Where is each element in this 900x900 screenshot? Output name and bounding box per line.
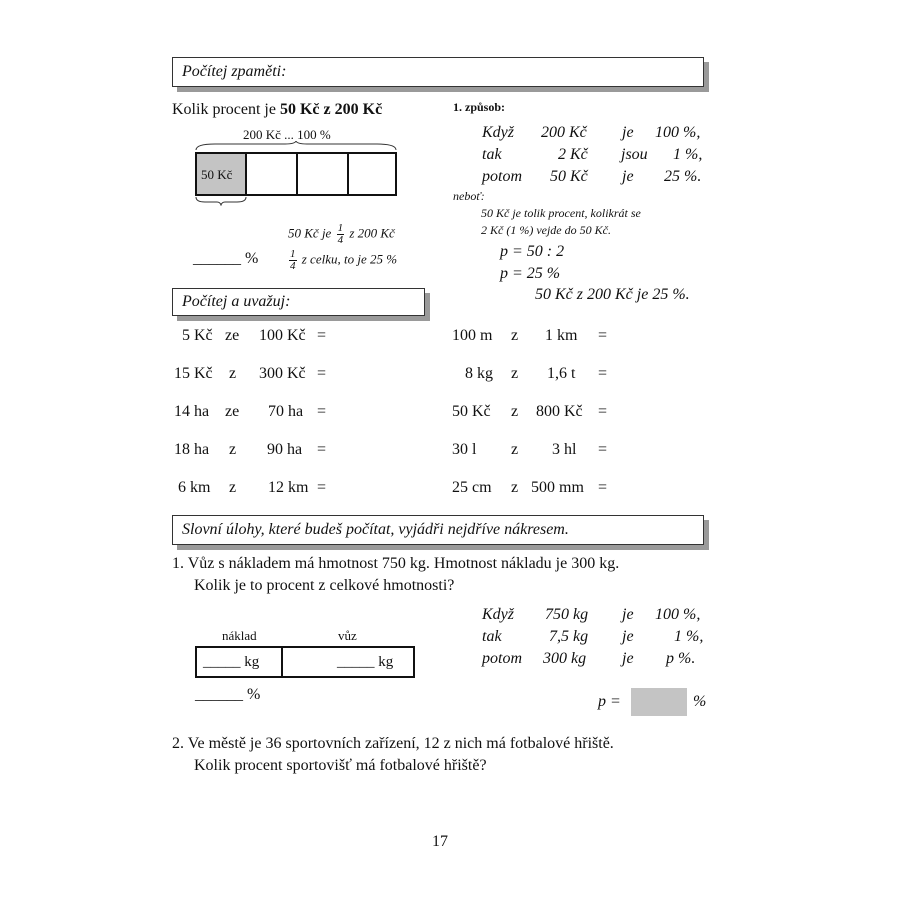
bar-label-naklad: náklad (222, 628, 257, 643)
method-eq-2: p = 25 % (500, 265, 561, 282)
blank-percent: ______ % (195, 686, 261, 703)
percent-bar (195, 152, 397, 196)
section-header-text: Slovní úlohy, které budeš počítat, vyjádři nejdříve nákresem. (182, 521, 569, 538)
task1-line2: Kolik je to procent z celkové hmotnosti? (194, 577, 455, 594)
section-header-think (172, 288, 425, 316)
bar-cell (247, 154, 298, 194)
bar-cell-label: _____ kg (337, 654, 394, 670)
bar-cell (197, 648, 283, 676)
section-header-text: Počítej zpaměti: (182, 63, 287, 80)
bar-cell-shaded (197, 154, 247, 194)
method-nebot: neboť: (453, 189, 485, 203)
task2-line2: Kolik procent sportovišť má fotbalové hřiště? (194, 757, 487, 774)
bar-label-vuz: vůz (338, 628, 357, 643)
bar-cell-label: _____ kg (203, 654, 260, 670)
method-note-2: 2 Kč (1 %) vejde do 50 Kč. (481, 223, 611, 237)
weight-bar (195, 646, 415, 678)
fraction: $\frac{1}{4}$ (290, 248, 296, 272)
bar-cell-label: 50 Kč (201, 167, 233, 182)
fraction-line-1: 50 Kč je $\frac{1}{4}$ z 200 Kč (288, 222, 395, 246)
method-result: 50 Kč z 200 Kč je 25 %. (535, 286, 690, 303)
brace-bottom (195, 196, 247, 206)
page-number: 17 (432, 833, 448, 850)
blank-percent: ______ % (193, 250, 259, 267)
section-header-mental-math (172, 57, 704, 87)
method-note-1: 50 Kč je tolik procent, kolikrát se (481, 206, 641, 220)
diagram-top-label: 200 Kč ... 100 % (243, 127, 331, 142)
section-header-text: Počítej a uvažuj: (182, 293, 291, 310)
brace-top (195, 141, 397, 151)
task1-line1: 1. Vůz s nákladem má hmotnost 750 kg. Hmotnost nákladu je 300 kg. (172, 555, 620, 572)
question-text: Kolik procent je 50 Kč z 200 Kč (172, 101, 383, 118)
bar-cell (298, 154, 349, 194)
fraction-line-2: $\frac{1}{4}$ z celku, to je 25 % (290, 248, 398, 272)
method-title: 1. způsob: (453, 100, 506, 114)
p-unit: % (693, 693, 707, 710)
task2-line1: 2. Ve městě je 36 sportovních zařízení, 12 z nich má fotbalové hřiště. (172, 735, 614, 752)
section-header-word-problems (172, 515, 704, 545)
p-label: p = (598, 693, 621, 710)
answer-field[interactable] (631, 688, 687, 716)
fraction: $\frac{1}{4}$ (337, 222, 344, 246)
method-eq-1: p = 50 : 2 (500, 243, 565, 260)
